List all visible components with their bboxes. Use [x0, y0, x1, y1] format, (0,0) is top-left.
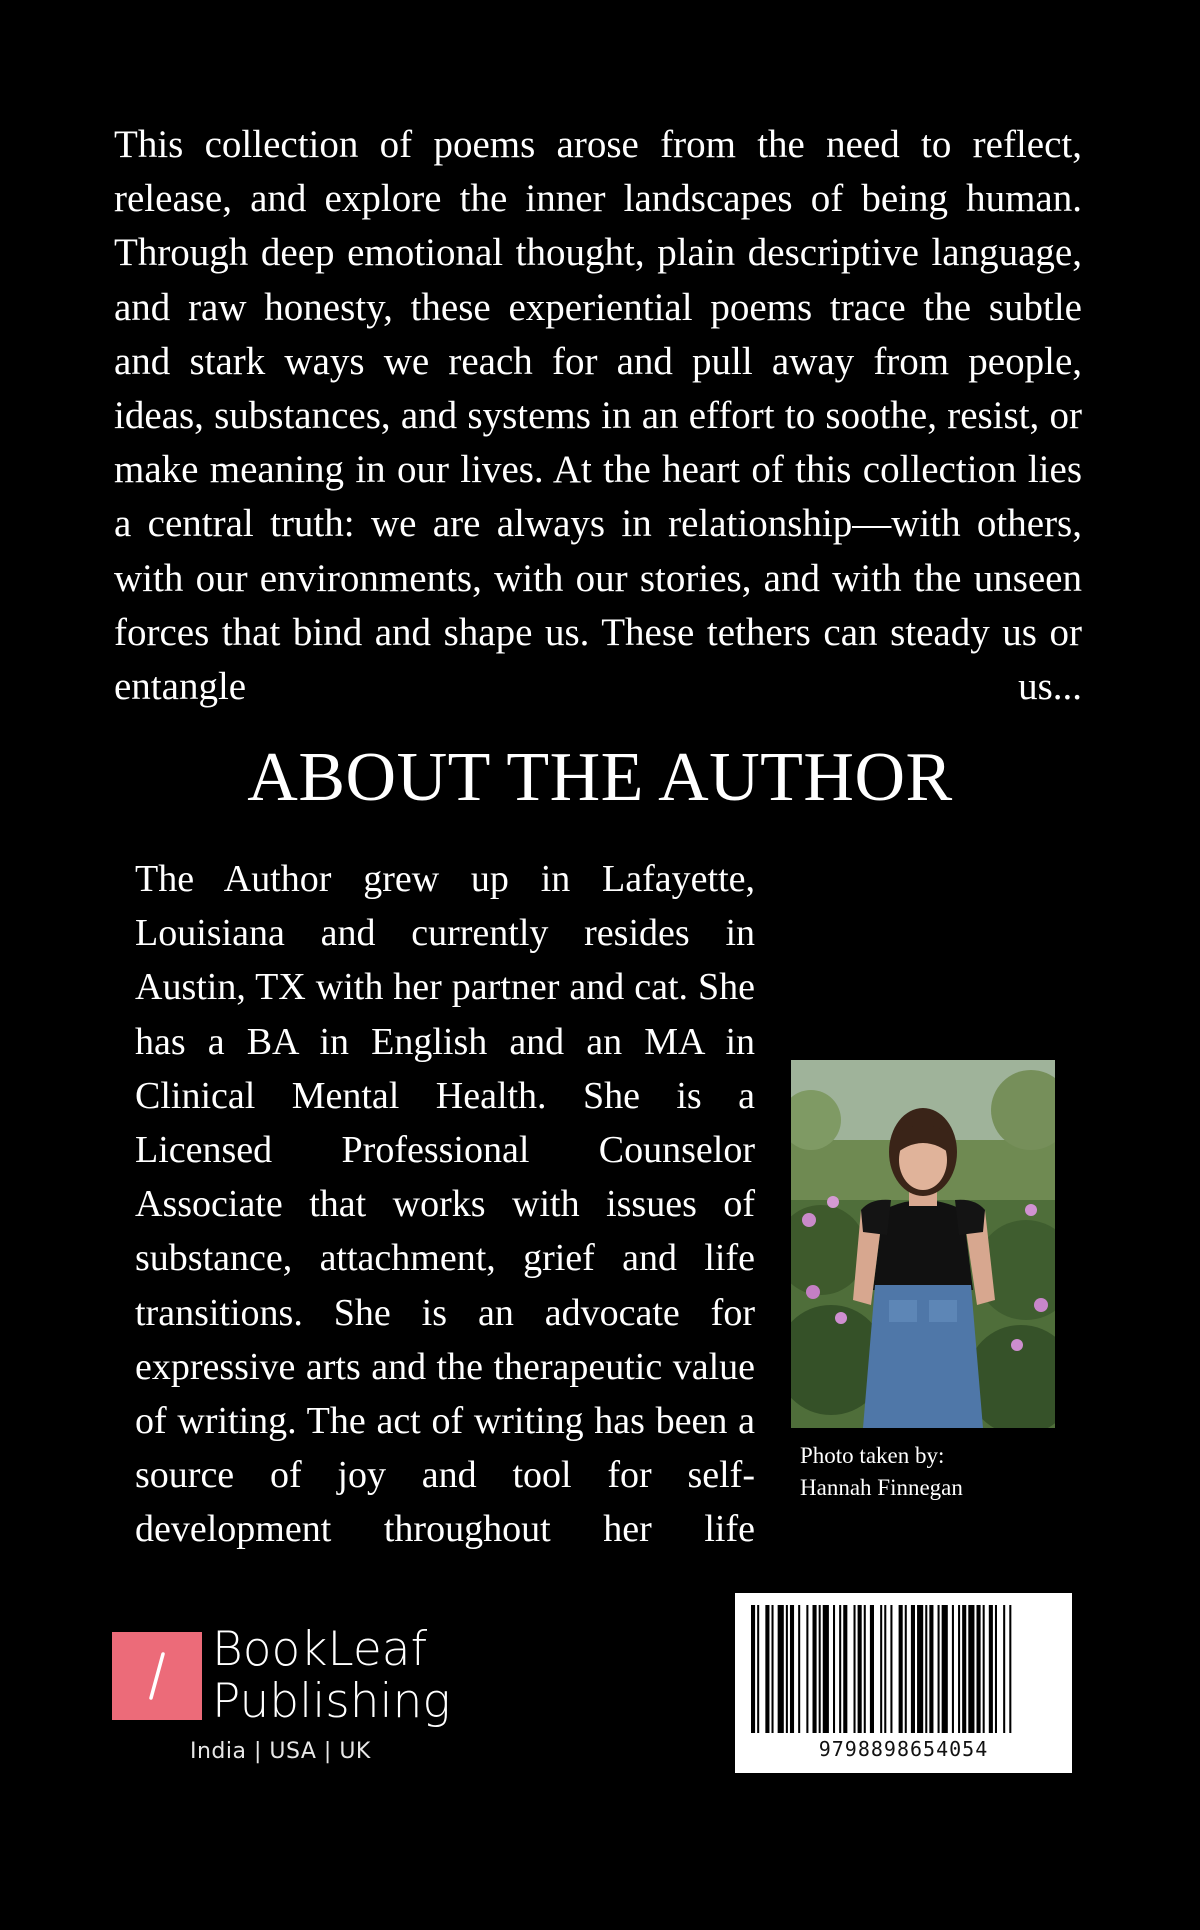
barcode-bar: [890, 1605, 892, 1733]
barcode-bar: [977, 1605, 981, 1733]
barcode-bar: [962, 1605, 966, 1733]
back-cover-blurb: This collection of poems arose from the need to reflect, release, and explore the inner landscapes of being human. Through deep emotional thought, plain descriptive language, and raw honesty, these experiential poems trace the subtle and stark ways we reach for and pull away from people, ideas, substances, and systems in an effort to soothe, resist, or make meaning in our lives. At the heart of this collection lies a central truth: we are always in relationship—with others, with our environments, with our stories, and with the unseen forces that bind and shape us. These tethers can steady us or entangle us...: [114, 123, 1082, 709]
publisher-name-line1: BookLeaf: [212, 1622, 428, 1677]
barcode-bar: [858, 1605, 862, 1733]
barcode-bar: [929, 1605, 933, 1733]
author-bio: The Author grew up in Lafayette, Louisiana and currently resides in Austin, TX with her partner and cat. She has a BA in English and an MA in Clinical Mental Health. She is a Licensed Professional Counselor Associate that works with issues of substance, attachment, grief and life transitions. She is an advocate for expressive arts and the therapeutic value of writing. The act of writing has been a source of joy and tool for self-development throughout her life: [135, 858, 755, 1551]
photo-credit-caption: [800, 1440, 1080, 1504]
barcode-bar: [798, 1605, 800, 1733]
barcode-bar: [757, 1605, 759, 1733]
photo-credit-line2: Hannah Finnegan: [800, 1475, 963, 1500]
barcode-bar: [911, 1605, 915, 1733]
barcode-bar: [772, 1605, 774, 1733]
barcode-bar: [813, 1605, 817, 1733]
barcode-bar: [942, 1605, 948, 1733]
barcode-bar: [839, 1605, 841, 1733]
barcode-bar: [843, 1605, 847, 1733]
barcode-bar: [917, 1605, 923, 1733]
barcode-bars: [751, 1605, 1056, 1733]
isbn-number: 9798898654054: [818, 1737, 989, 1761]
barcode-bar: [1009, 1605, 1011, 1733]
barcode-bar: [790, 1605, 794, 1733]
barcode-bar: [823, 1605, 829, 1733]
about-author-heading: ABOUT THE AUTHOR: [247, 739, 953, 816]
photo-credit-line1: Photo taken by:: [800, 1443, 945, 1468]
bookleaf-logo-mark: [112, 1632, 202, 1720]
barcode-bar: [854, 1605, 856, 1733]
barcode-bar: [778, 1605, 784, 1733]
barcode-bar: [995, 1605, 997, 1733]
barcode-bar: [819, 1605, 821, 1733]
barcode-bar: [905, 1605, 907, 1733]
barcode-bar: [958, 1605, 960, 1733]
barcode-bar: [765, 1605, 769, 1733]
publisher-name-line2: Publishing: [212, 1674, 451, 1729]
barcode-bar: [884, 1605, 886, 1733]
barcode-bar: [952, 1605, 954, 1733]
barcode-bar: [864, 1605, 866, 1733]
publisher-regions: India | USA | UK: [190, 1739, 371, 1764]
publisher-name: [212, 1624, 451, 1728]
barcode-bar: [806, 1605, 808, 1733]
barcode-bar: [899, 1605, 903, 1733]
barcode-bar: [1003, 1605, 1005, 1733]
barcode-bar: [880, 1605, 882, 1733]
barcode-bar: [968, 1605, 974, 1733]
author-photo: [791, 1060, 1055, 1428]
barcode-bar: [870, 1605, 874, 1733]
barcode-bar: [983, 1605, 985, 1733]
barcode-bar: [786, 1605, 788, 1733]
barcode-bar: [751, 1605, 755, 1733]
barcode-bar: [938, 1605, 940, 1733]
barcode-bar: [833, 1605, 835, 1733]
barcode-bar: [925, 1605, 927, 1733]
barcode-bar: [989, 1605, 993, 1733]
isbn-barcode: [735, 1593, 1072, 1773]
